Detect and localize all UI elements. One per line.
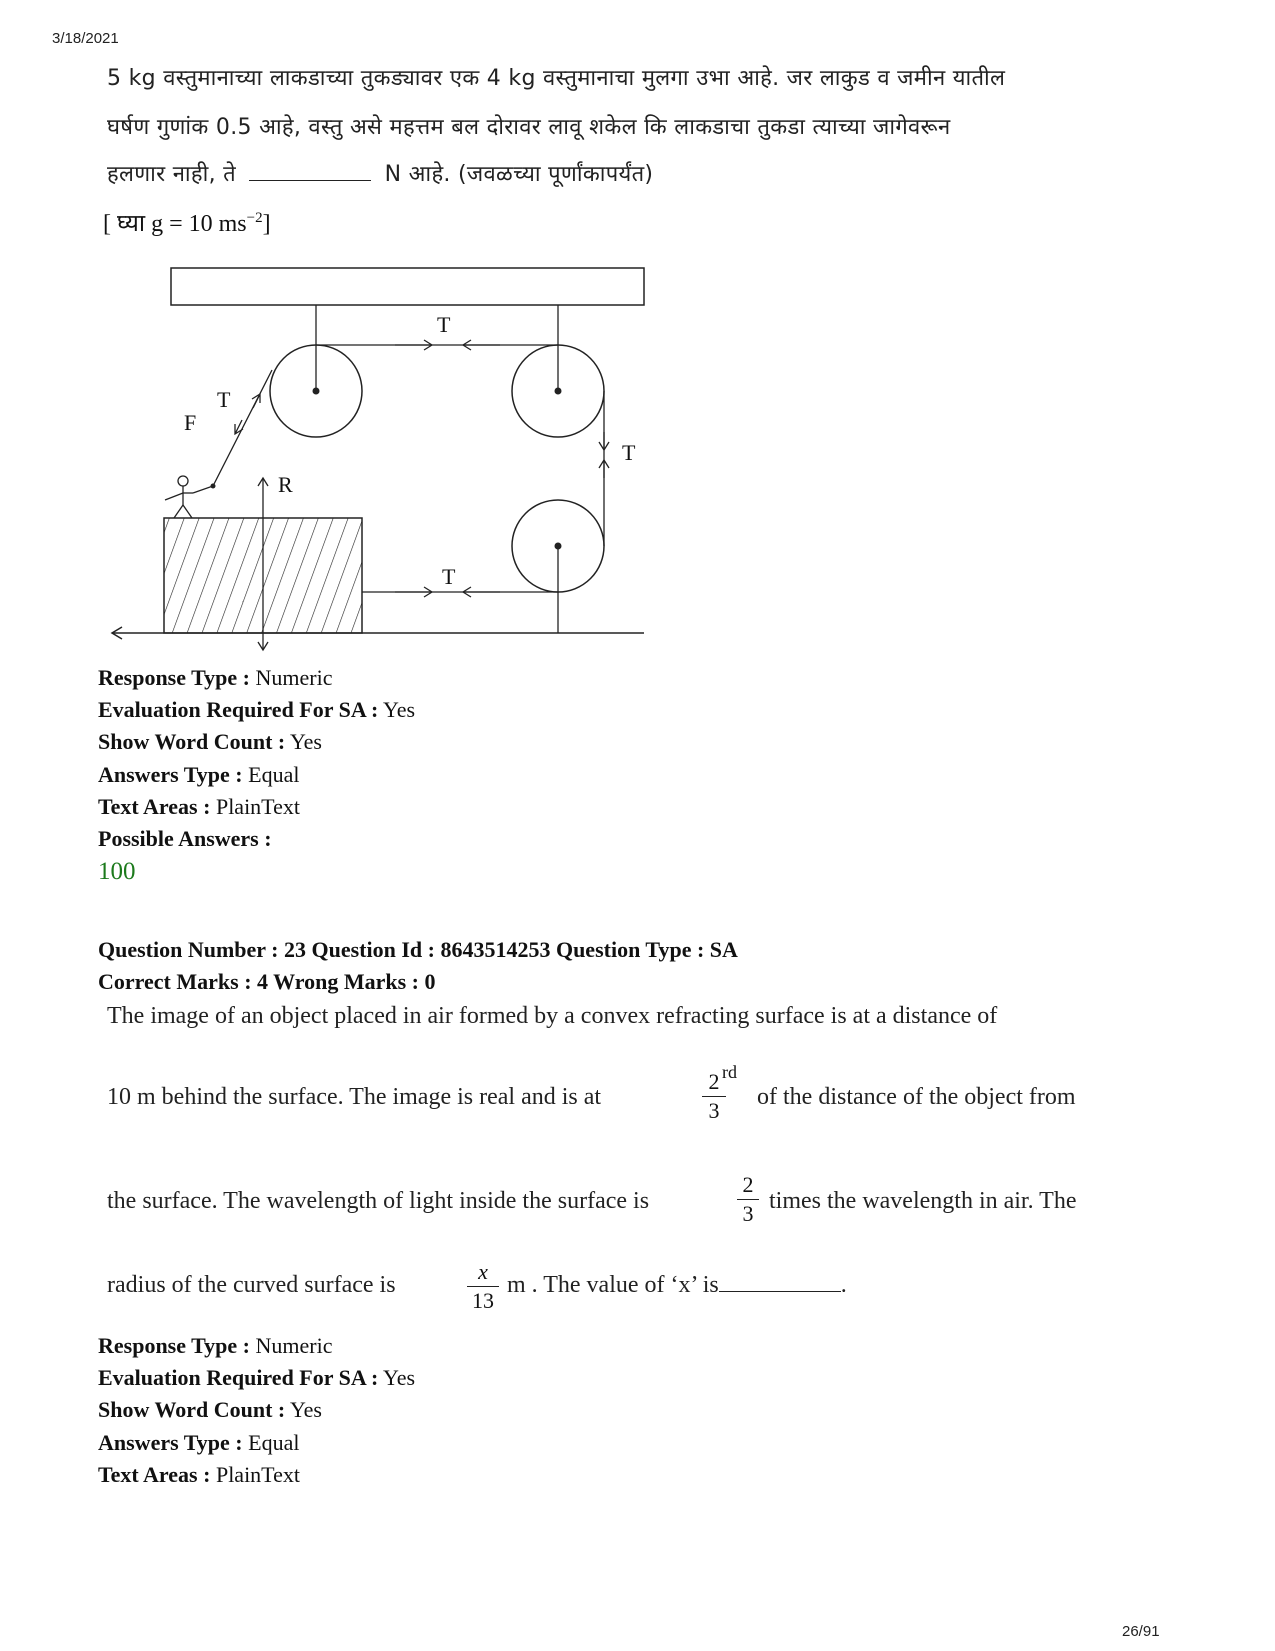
q23-question-info: Question Number : 23 Question Id : 8643514253 Question Type : SA: [98, 937, 738, 962]
label-T-slant: T: [217, 387, 231, 412]
frac3-denominator: 13: [472, 1288, 494, 1313]
q23-text-line2a: 10 m behind the surface. The image is real and is at: [107, 1084, 602, 1110]
q23-marks-info: Correct Marks : 4 Wrong Marks : 0: [98, 969, 436, 995]
q23-meta: [98, 1330, 415, 1491]
text-areas-value: PlainText: [215, 793, 300, 819]
fraction-x-over-13: [467, 1260, 499, 1313]
frac1-superscript: rd: [722, 1062, 737, 1082]
fraction-two-thirds: [737, 1173, 759, 1226]
q23-text-line1: The image of an object placed in air formed by a convex refracting surface is at a distance of: [107, 1003, 998, 1029]
response-type-value: Numeric: [255, 1333, 333, 1358]
frac3-numerator: x: [478, 1259, 488, 1284]
page-number: 26/91: [1122, 1623, 1160, 1640]
frac1-numerator: 2: [708, 1069, 720, 1094]
ceiling-beam: [171, 268, 644, 305]
answers-type-value: Equal: [248, 761, 300, 787]
text-areas-value: PlainText: [215, 1461, 300, 1487]
eval-required-label: Evaluation Required For SA :: [98, 1365, 379, 1391]
frac1-denominator: 3: [708, 1098, 720, 1123]
eval-required-value: Yes: [383, 1365, 416, 1391]
q22-given-exponent: −2: [246, 210, 263, 226]
label-T-right: T: [622, 440, 636, 465]
response-type-value: Numeric: [255, 665, 333, 690]
answers-type-label: Answers Type :: [98, 1429, 243, 1455]
q23-answer-blank: [719, 1291, 841, 1292]
label-T-bottom: T: [442, 564, 456, 589]
q22-given-end: ]: [262, 211, 271, 237]
q22-meta: [98, 662, 415, 855]
q23-text-line4: [507, 1272, 847, 1299]
word-count-value: Yes: [289, 1397, 322, 1423]
boy-figure: [165, 476, 193, 518]
label-T-top: T: [437, 312, 451, 337]
text-areas-label: Text Areas :: [98, 1461, 211, 1487]
q22-line3-end: N आहे. (जवळच्या पूर्णांकापर्यंत): [384, 162, 654, 187]
answers-type-label: Answers Type :: [98, 761, 243, 787]
frac2-numerator: 2: [742, 1172, 754, 1197]
label-R: R: [278, 472, 293, 497]
q23-text-line4a: radius of the curved surface is: [107, 1272, 396, 1298]
possible-answers-label: Possible Answers :: [98, 826, 272, 852]
word-count-label: Show Word Count :: [98, 1397, 286, 1423]
q23-header: [98, 934, 738, 998]
rope-to-boy: [193, 370, 272, 493]
q22-given-start: [ घ्या g = 10 ms: [103, 211, 247, 237]
word-count-value: Yes: [289, 729, 322, 755]
text-areas-label: Text Areas :: [98, 793, 211, 819]
response-type-label: Response Type :: [98, 1333, 250, 1358]
q22-text-line2: घर्षण गुणांक 0.5 आहे, वस्तु असे महत्तम बल दोरावर लावू शकेल कि लाकडाचा तुकडा त्याच्या जागेवरून: [107, 115, 951, 140]
q22-text-line1: 5 kg वस्तुमानाच्या लाकडाच्या तुकड्यावर एक 4 kg वस्तुमानाचा मुलगा उभा आहे. जर लाकुड व जमीन यातील: [107, 66, 1006, 91]
word-count-label: Show Word Count :: [98, 729, 286, 755]
frac2-denominator: 3: [742, 1201, 754, 1226]
q23-text-line3a: the surface. The wavelength of light inside the surface is: [107, 1188, 650, 1214]
pulley-diagram: [0, 0, 1275, 700]
q22-line3-start: हलणार नाही, ते: [107, 162, 237, 187]
q22-possible-answer: 100: [98, 858, 136, 885]
response-type-label: Response Type :: [98, 665, 250, 690]
q23-line4-end: .: [840, 1272, 847, 1298]
q23-text-line2b: of the distance of the object from: [757, 1084, 1076, 1110]
answers-type-value: Equal: [248, 1429, 300, 1455]
label-F: F: [184, 410, 197, 435]
eval-required-value: Yes: [383, 697, 416, 723]
q23-text-line3b: times the wavelength in air. The: [769, 1188, 1077, 1214]
print-date: 3/18/2021: [52, 30, 119, 47]
eval-required-label: Evaluation Required For SA :: [98, 697, 379, 723]
q23-line4-text: m . The value of ‘x’ is: [507, 1272, 719, 1298]
